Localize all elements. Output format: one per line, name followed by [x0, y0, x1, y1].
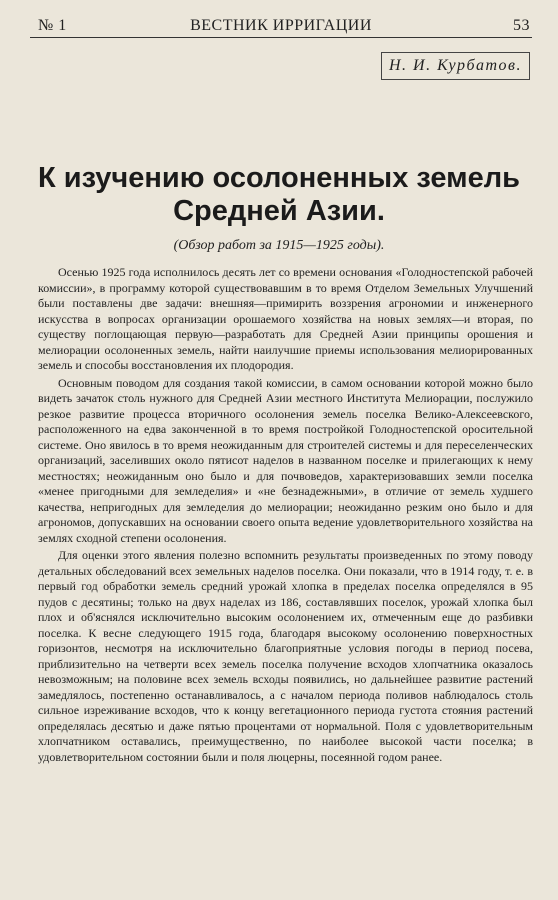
article-title-line-2: Средней Азии.: [173, 195, 385, 227]
issue-number: № 1: [38, 17, 67, 34]
journal-title: ВЕСТНИК ИРРИГАЦИИ: [190, 17, 372, 34]
article-title: [20, 162, 538, 228]
paragraph-1: Осенью 1925 года исполнилось десять лет со времени основания «Голодностепской рабочей комиссии», в программу которой существовавшим в то время Отделом Земельных Улучшений были поставлены две задачи: внешняя—примирить воззрения агрономии и инженерного искусства в вопросах организации орошаемого хозяйства на новых землях—и вторая, по существу поглощающая первую—разработать для Средней Азии принципы орошения и мелиорации осолоненных земель, найти наилучшие приемы использования мелиорированных земель и способы восстановления их плодородия.: [38, 265, 533, 372]
article-body: [38, 265, 533, 765]
author-name: Н. И. Курбатов.: [381, 52, 530, 80]
running-header: [30, 15, 532, 38]
article-title-line-1: К изучению осолоненных земель: [38, 162, 520, 194]
page-number: 53: [513, 17, 530, 34]
paragraph-2: Основным поводом для создания такой комиссии, в самом основании которой можно было видеть зачаток столь нужного для Средней Азии местного Института Мелиорации, послужило резкое развитие процесса вторичного осолонения земель поселка Велико-Алексеевского, расположенного на едва законченной в то время постройкой Голодностепской оросительной системе. Оно явилось в то время неожиданным для строителей системы и для переселенческих организаций, заселивших около пятисот наделов в названном поселке и прилегающих к нему местностях; неожиданным оно было и для почвоведов, характеризовавших земли поселка «менее пригодными для земледелия» и «не безнадежными», в отличие от земель худшего качества, непригодных для земледелия до мелиорации; неожиданно резким оно было и для агрономов, допускавших на основании своего опыта ведение удовлетворительного хозяйства на землях сходной степени осолонения.: [38, 375, 533, 545]
article-subtitle: (Обзор работ за 1915—1925 годы).: [173, 238, 385, 253]
paragraph-3: Для оценки этого явления полезно вспомнить результаты произведенных по этому поводу детальных обследований всех земельных наделов поселка. Они показали, что в 1914 году, т. е. в первый год обработки земель средний урожай хлопка в пределах поселка определялся в 95 пудов с десятины; только на двух наделах из 186, составлявших поселок, урожай хлопка был плох и об'яснялся исключительно высоким осолонением их, отмеченным еще до разбивки поселка. К весне следующего 1915 года, благодаря высокому осолонению поверхностных горизонтов, несмотря на исключительно благоприятные условия погоды в период посева, приблизительно на четверти всех земель поселка получение всходов хлопчатника оказалось невозможным; на половине всех земель всходы появились, но дальнейшее развитие растений замедлялось, постепенно останавливалось, а с началом периода поливов наблюдалось столь сильное изреживание всходов, что к концу вегетационного периода густота стояния растений определялась десятью и даже пятью процентами от нормальной. Поля с удовлетворительным хлопчатником оставались, преимущественно, по наиболее высокой части поселка; в удовлетворительном состоянии были и поля люцерны, посеянной годом ранее.: [38, 548, 533, 764]
